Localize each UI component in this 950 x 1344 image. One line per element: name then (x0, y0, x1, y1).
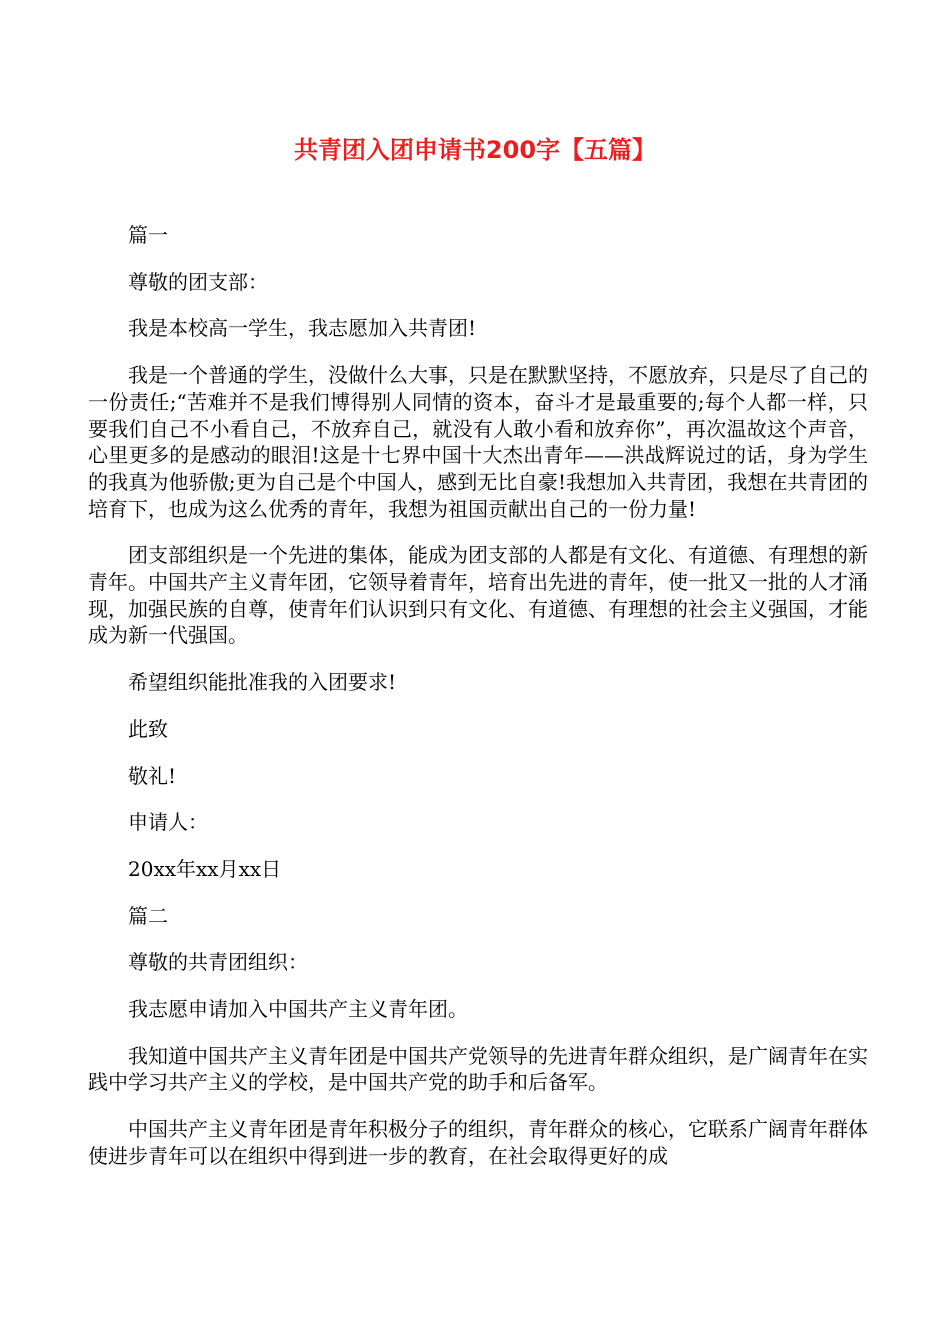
body-paragraph: 中国共产主义青年团是青年积极分子的组织，青年群众的核心，它联系广阔青年群体使进步青年可以在组织中得到进一步的教育，在社会取得更好的成 (88, 1117, 868, 1168)
salutation: 尊敬的团支部： (128, 269, 268, 294)
body-paragraph: 我知道中国共产主义青年团是中国共产党领导的先进青年群众组织，是广阔青年在实践中学习共产主义的学校，是中国共产党的助手和后备军。 (88, 1043, 868, 1095)
salutation: 尊敬的共青团组织： (128, 950, 308, 975)
closing-line: 此致 (128, 716, 168, 741)
document-body (88, 222, 868, 1190)
body-paragraph: 我是本校高一学生，我志愿加入共青团! (128, 316, 477, 341)
applicant-line: 申请人： (128, 810, 208, 835)
document-title: 共青团入团申请书200字【五篇】 (293, 136, 657, 164)
date-line: 20xx年xx月xx日 (128, 856, 282, 881)
body-paragraph: 希望组织能批准我的入团要求! (128, 670, 397, 695)
body-paragraph: 我是一个普通的学生，没做什么大事，只是在默默坚持，不愿放弃，只是尽了自己的一份责任;“苦难并不是我们博得别人同情的资本，奋斗才是最重要的;每个人都一样，只要我们自己不小看自己，不放弃自己，就没有人敢小看和放弃你”，再次温故这个声音，心里更多的是感动的眼泪!这是十七界中国十大杰出青年——洪战辉说过的话，身为学生的我真为他骄傲;更为自己是个中国人，感到无比自豪!我想加入共青团，我想在共青团的培育下，也成为这么优秀的青年，我想为祖国贡献出自己的一份力量! (88, 363, 868, 521)
section-heading: 篇一 (128, 223, 168, 247)
body-paragraph: 团支部组织是一个先进的集体，能成为团支部的人都是有文化、有道德、有理想的新青年。中国共产主义青年团，它领导着青年，培育出先进的青年，使一批又一批的人才涌现，加强民族的自尊，使青年们认识到只有文化、有道德、有理想的社会主义强国，才能成为新一代强国。 (88, 543, 868, 648)
closing-line: 敬礼! (128, 763, 177, 788)
section-heading: 篇二 (128, 903, 168, 928)
body-paragraph: 我志愿申请加入中国共产主义青年团。 (128, 997, 468, 1022)
